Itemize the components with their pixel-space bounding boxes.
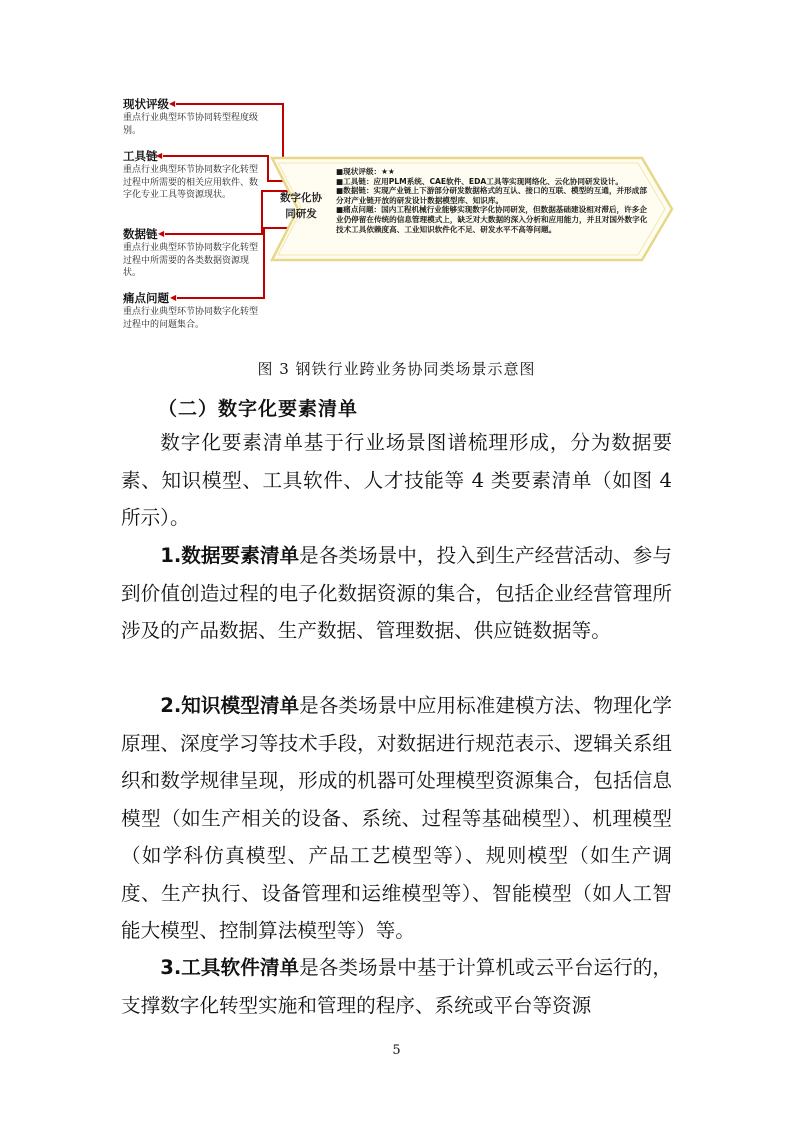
paragraph-tool-software-text: 是各类场景中基于计算机或云平台运行的，支撑数字化转型实施和管理的程序、系统或平台等资源 xyxy=(121,956,673,1017)
section-heading: （二）数字化要素清单 xyxy=(158,398,359,420)
paragraph-intro-text: 数字化要素清单基于行业场景图谱梳理形成，分为数据要素、知识模型、工具软件、人才技能等 4 类要素清单（如图 4 所示）。 xyxy=(121,431,672,529)
legend-desc-datachain: 重点行业典型环节协同数字化转型过程中所需要的各类数据资源现状。 xyxy=(123,243,259,278)
detail-rating: ■现状评级：★★ xyxy=(336,167,395,176)
paragraph-knowledge-models-lead: 2.知识模型清单 xyxy=(160,694,300,717)
detail-list xyxy=(336,167,654,234)
paragraph-knowledge-models xyxy=(121,687,672,950)
center-label: 数字化协同研发 xyxy=(280,192,322,220)
paragraph-tool-software-lead: 3.工具软件清单 xyxy=(160,956,300,979)
legend-desc-toolchain: 重点行业典型环节协同数字化转型过程中所需要的相关应用软件、数字化专业工具等资源现状。 xyxy=(123,165,259,200)
paragraph-intro xyxy=(121,424,672,537)
detail-painpoints: ■痛点问题：国内工程机械行业能够实现数字化协同研发，但数据基础建设相对滞后，许多企业仍停留在传统的信息管理模式上，缺乏对大数据的深入分析和应用能力，并且对国外数字化技术工具依赖度高、工业知识软件化不足、研发水平不高等问题。 xyxy=(336,205,648,234)
paragraph-data-elements xyxy=(121,537,672,650)
figure-caption: 图 3 钢铁行业跨业务协同类场景示意图 xyxy=(257,360,536,378)
arrow-head-icon: ◀ xyxy=(169,99,176,108)
arrow-head-icon: ◀ xyxy=(158,229,165,238)
arrow-head-icon: ◀ xyxy=(170,293,177,302)
paragraph-tool-software xyxy=(121,949,672,1024)
paragraph-data-elements-text: 是各类场景中，投入到生产经营活动、参与到价值创造过程的电子化数据资源的集合，包括企业经营管理所涉及的产品数据、生产数据、管理数据、供应链数据等。 xyxy=(121,544,673,642)
legend-desc-painpoints: 重点行业典型环节协同数字化转型过程中的问题集合。 xyxy=(123,307,259,330)
paragraph-knowledge-models-text: 是各类场景中应用标准建模方法、物理化学原理、深度学习等技术手段，对数据进行规范表示、逻辑关系组织和数学规律呈现，形成的机器可处理模型资源集合，包括信息模型（如生产相关的设备、系统、过程等基础模型）、机理模型（如学科仿真模型、产品工艺模型等）、规则模型（如生产调度、生产执行、设备管理和运维模型等）、智能模型（如人工智能大模型、控制算法模型等）等。 xyxy=(121,694,673,942)
legend-title-painpoints: 痛点问题 xyxy=(123,291,169,305)
arrow-head-icon: ◀ xyxy=(156,151,163,160)
legend-title-toolchain: 工具链 xyxy=(123,149,158,163)
detail-toolchain: ■工具链：应用PLM系统、CAE软件、EDA工具等实现网络化、云化协同研发设计。 xyxy=(336,176,623,186)
paragraph-data-elements-lead: 1.数据要素清单 xyxy=(160,544,300,567)
detail-datachain: ■数据链：实现产业链上下游部分研发数据格式的互认、接口的互联、模型的互通，并形成部分对产业链开放的研发设计数据模型库、知识库。 xyxy=(336,186,647,205)
legend-title-rating: 现状评级 xyxy=(123,97,169,111)
page-number: 5 xyxy=(392,1043,401,1058)
legend-title-datachain: 数据链 xyxy=(123,227,158,241)
legend-desc-rating: 重点行业典型环节协同转型程度级别。 xyxy=(123,113,259,136)
